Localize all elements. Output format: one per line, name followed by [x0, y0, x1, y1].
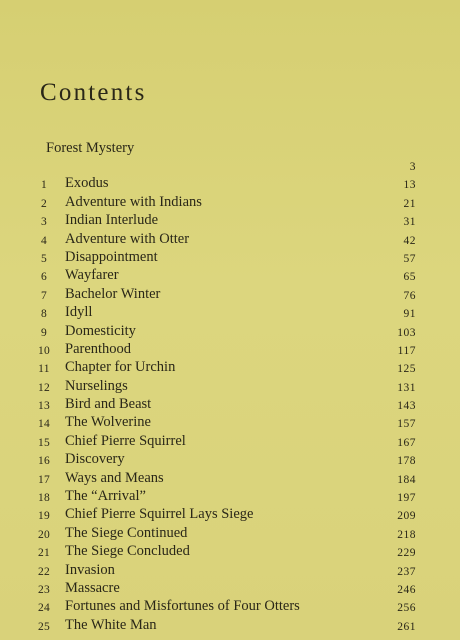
chapter-number: 12: [37, 381, 51, 394]
page-number: 131: [397, 381, 416, 394]
toc-row: [0, 524, 460, 542]
chapter-number: 4: [40, 234, 48, 247]
page-number: 209: [397, 510, 416, 523]
toc-row: [0, 303, 460, 321]
page-number: 103: [397, 326, 416, 339]
chapter-number: 19: [37, 510, 51, 523]
toc-row: [0, 561, 460, 579]
page-number: 13: [403, 179, 416, 192]
toc-row: [0, 487, 460, 505]
chapter-title: Domesticity: [65, 322, 136, 339]
page-number: 143: [397, 400, 416, 413]
page-number: 197: [397, 492, 416, 505]
toc-row: [0, 542, 460, 560]
page-number: 178: [397, 455, 416, 468]
page-number: 76: [403, 289, 416, 302]
chapter-title: Bachelor Winter: [65, 285, 161, 302]
chapter-number: 10: [37, 344, 51, 357]
toc-row: [0, 377, 460, 395]
toc-row: [0, 156, 460, 174]
chapter-title: The “Arrival”: [65, 488, 146, 505]
chapter-number: 17: [37, 473, 51, 486]
page-number: 91: [403, 308, 416, 321]
toc-row: [0, 432, 460, 450]
chapter-number: 15: [37, 436, 51, 449]
chapter-number: 3: [40, 216, 48, 229]
page-number: 117: [397, 344, 416, 357]
page-number: 261: [397, 620, 416, 633]
chapter-title: The White Man: [65, 616, 157, 633]
toc-row: [0, 450, 460, 468]
toc-row: [0, 266, 460, 284]
toc-row: [0, 248, 460, 266]
toc-row: [0, 469, 460, 487]
chapter-title: Idyll: [65, 304, 93, 321]
toc-row: [0, 413, 460, 431]
chapter-number: 2: [40, 197, 48, 210]
chapter-title: Fortunes and Misfortunes of Four Otters: [65, 598, 300, 615]
toc-row: [0, 505, 460, 523]
page-number: 246: [397, 583, 416, 596]
chapter-number: 21: [37, 547, 51, 560]
chapter-title: The Siege Continued: [65, 524, 188, 541]
toc-row: [0, 285, 460, 303]
page-number: 31: [403, 216, 416, 229]
chapter-number: 16: [37, 455, 51, 468]
intro-entry-title: Forest Mystery: [46, 140, 135, 156]
chapter-number: 13: [37, 400, 51, 413]
toc-row: [0, 597, 460, 615]
page-number: 218: [397, 528, 416, 541]
page-number: 229: [397, 547, 416, 560]
chapter-number: 1: [40, 179, 48, 192]
page-number: 21: [403, 197, 416, 210]
chapter-number: 20: [37, 528, 51, 541]
page-number: 42: [403, 234, 416, 247]
chapter-title: Adventure with Indians: [65, 193, 202, 210]
chapter-number: 7: [40, 289, 48, 302]
chapter-title: Invasion: [65, 561, 115, 578]
chapter-number: 11: [38, 363, 50, 376]
chapter-title: Chapter for Urchin: [65, 359, 176, 376]
toc-row: [0, 395, 460, 413]
page-number: 57: [403, 252, 416, 265]
page-number: 256: [397, 602, 416, 615]
chapter-title: The Wolverine: [65, 414, 151, 431]
chapter-title: Wayfarer: [65, 267, 119, 284]
chapter-number: 9: [40, 326, 48, 339]
chapter-number: 22: [37, 565, 51, 578]
chapter-title: Parenthood: [65, 340, 132, 357]
chapter-title: Massacre: [65, 579, 120, 596]
chapter-number: 8: [40, 308, 48, 321]
page-number: 125: [397, 363, 416, 376]
chapter-number: 24: [37, 602, 51, 615]
toc-row: [0, 358, 460, 376]
page-number: 65: [403, 271, 416, 284]
chapter-number: 5: [40, 252, 48, 265]
page-number: 167: [397, 436, 416, 449]
page-number: 184: [397, 473, 416, 486]
chapter-number: 14: [37, 418, 51, 431]
chapter-title: The Siege Concluded: [65, 543, 190, 560]
chapter-title: Adventure with Otter: [65, 230, 190, 247]
toc-row: [0, 211, 460, 229]
chapter-number: 23: [37, 583, 51, 596]
toc-row: [0, 193, 460, 211]
toc-row: [0, 322, 460, 340]
chapter-title: Ways and Means: [65, 469, 164, 486]
chapter-title: Disappointment: [65, 248, 158, 265]
page-number: 157: [397, 418, 416, 431]
toc-row: [0, 579, 460, 597]
chapter-number: 6: [40, 271, 48, 284]
page-number: 3: [409, 161, 416, 173]
chapter-number: 18: [37, 492, 51, 505]
toc-row: [0, 174, 460, 192]
chapter-title: Nurselings: [65, 377, 128, 394]
chapter-title: Chief Pierre Squirrel Lays Siege: [65, 506, 254, 523]
page-title: Contents: [40, 79, 147, 106]
chapter-title: Bird and Beast: [65, 396, 152, 413]
page-number: 237: [397, 565, 416, 578]
chapter-title: Discovery: [65, 451, 125, 468]
chapter-title: Chief Pierre Squirrel: [65, 432, 186, 449]
table-of-contents: [0, 156, 460, 634]
chapter-number: 25: [37, 620, 51, 633]
toc-row: [0, 230, 460, 248]
toc-row: [0, 340, 460, 358]
toc-row: [0, 616, 460, 634]
chapter-title: Exodus: [65, 175, 109, 192]
chapter-title: Indian Interlude: [65, 212, 159, 229]
